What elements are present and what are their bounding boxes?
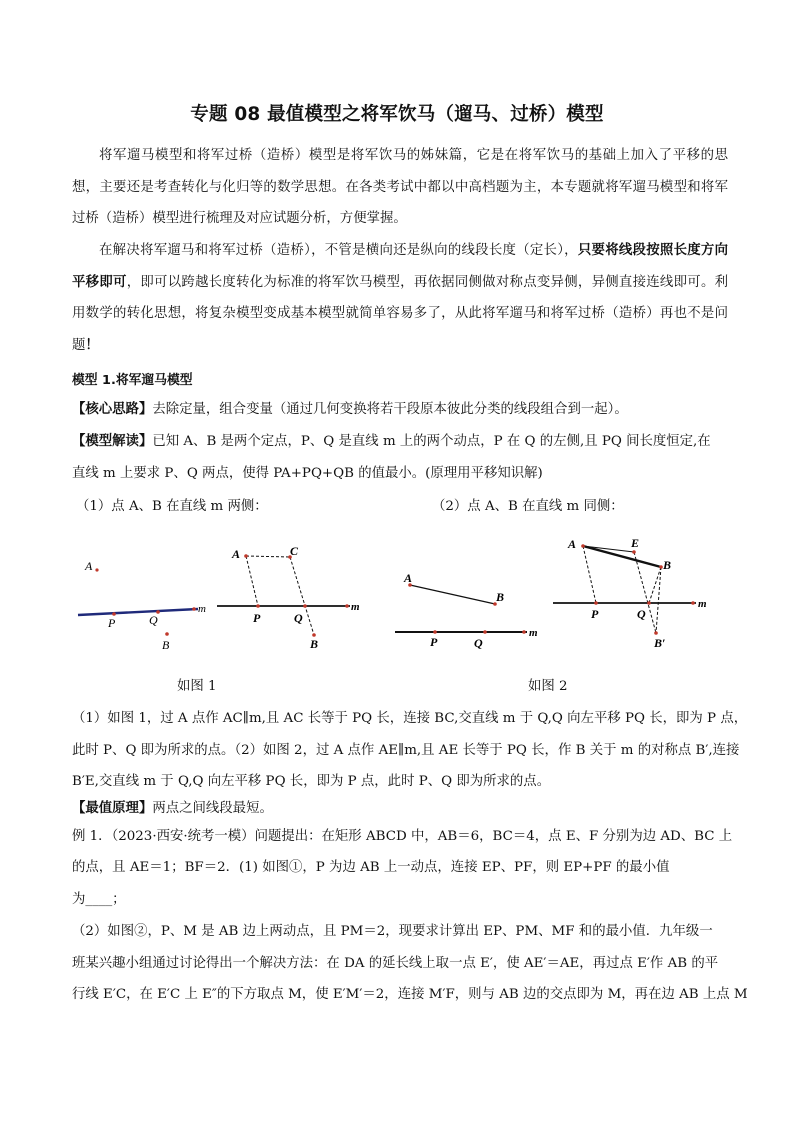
label-Q-f2-left: Q	[474, 636, 483, 650]
label-B-f2-right: B	[663, 558, 672, 572]
point-A-f2-right	[581, 544, 585, 548]
figure-1-caption: 如图 1	[177, 679, 217, 694]
intro-paragraph-1: 将军遛马模型和将军过桥（造桥）模型是将军饮马的姊妹篇，它是在将军饮马的基础上加入了平移的思想，主要还是考查转化与化归等的数学思想。在各类考试中都以中高档题为主，本专题就将军遛马模型和将军过桥（造桥）模型进行梳理及对应试题分析，方便掌握。	[72, 148, 728, 226]
point-Bprime	[654, 631, 658, 635]
model-read-line-2: 直线 m 上要求 P、Q 两点，使得 PA+PQ+QB 的值最小。(原理用平移知识解)	[72, 466, 543, 481]
principle-label: 【最值原理】	[72, 801, 153, 816]
figure-1	[70, 530, 370, 660]
label-B-f2-left: B	[496, 590, 505, 604]
point-Q-right	[303, 604, 307, 608]
point-P-f2-left	[433, 630, 437, 634]
point-P-right	[256, 604, 260, 608]
point-P-f2-right	[594, 601, 598, 605]
figure-2-caption: 如图 2	[528, 679, 568, 694]
segment-AB-thick	[583, 546, 661, 567]
label-A-f2-right: A	[568, 537, 577, 551]
point-m-f2-left	[522, 630, 526, 634]
example1-line-2: 的点，且 AE＝1；BF＝2．(1) 如图①，P 为边 AB 上一动点，连接 EP、PF，则 EP+PF 的最小值	[72, 860, 670, 875]
label-A-right: A	[232, 547, 241, 561]
example1-line-6: 行线 E′C，在 E′C 上 E″的下方取点 M，使 E′M′＝2，连接 M′F，则与 AB 边的交点即为 M，再在边 AB 上点 M	[72, 987, 748, 1002]
point-B-left	[165, 632, 169, 636]
core-idea-line	[72, 398, 628, 417]
label-m-left: m	[198, 603, 206, 615]
intro-paragraph-2	[72, 235, 728, 361]
core-idea-text: 去除定量，组合变量（通过几何变换将若干段原本彼此分类的线段组合到一起）。	[152, 402, 628, 417]
example1-line-5: 班某兴趣小组通过讨论得出一个解决方法：在 DA 的延长线上取一点 E′，使 AE′＝AE，再过点 E′作 AB 的平	[72, 956, 719, 971]
label-Q-right: Q	[294, 611, 303, 625]
label-C: C	[290, 544, 299, 558]
point-Q-f2-right	[647, 601, 651, 605]
point-A-left	[95, 568, 98, 571]
label-A-left: A	[85, 559, 93, 573]
explanation-line-3: B′E,交直线 m 于 Q,Q 向左平移 PQ 长，即为 P 点，此时 P、Q 即为所求的点。	[72, 774, 551, 789]
point-A-right	[244, 554, 248, 558]
label-m-f2-left: m	[529, 627, 538, 639]
label-P-right: P	[253, 611, 261, 625]
label-Bprime: B′	[654, 636, 666, 650]
label-m-right: m	[351, 601, 360, 613]
point-E	[632, 550, 636, 554]
principle-line	[72, 797, 273, 816]
label-P-f2-right: P	[591, 607, 599, 621]
segment-BQ	[649, 567, 661, 603]
label-B-right: B	[310, 637, 319, 651]
intro-p2-text-c: ，即可以跨越长度转化为标准的将军饮马模型，再依据同侧做对称点变异侧，异侧直接连线即可。利用数学的转化思想，将复杂模型变成基本模型就简单容易多了，从此将军遛马和将军过桥（造桥）再也不是问题	[72, 274, 729, 353]
page-title: 专题 08 最值模型之将军饮马（遛马、过桥）模型	[190, 104, 604, 125]
model-read-label: 【模型解读】	[72, 434, 153, 449]
label-m-f2-right: m	[698, 598, 707, 610]
label-A-f2-left: A	[404, 571, 413, 585]
label-Q-f2-right: Q	[637, 607, 646, 621]
figure-2	[390, 530, 720, 660]
case1-label: （1）点 A、B 在直线 m 两侧：	[76, 499, 268, 514]
label-P-f2-left: P	[430, 635, 438, 649]
example1-line-4: （2）如图②，P、M 是 AB 边上两动点，且 PM＝2，现要求计算出 EP、PM、MF 和的最小值．九年级一	[72, 924, 713, 939]
intro-p2-bold: 只要将线段按照长度方向平移即可	[72, 243, 728, 290]
explanation-line-1: （1）如图 1，过 A 点作 AC∥m,且 AC 长等于 PQ 长，连接 BC,交直线 m 于 Q,Q 向左平移 PQ 长，即为 P 点，	[72, 711, 748, 726]
line-m-left	[78, 609, 198, 615]
segment-AP-f2	[583, 546, 596, 603]
model1-heading: 模型 1.将军遛马模型	[72, 373, 193, 388]
example1-line-1: 例 1．（2023·西安·统考一模）问题提出：在矩形 ABCD 中，AB＝6，BC＝4，点 E、F 分别为边 AD、BC 上	[72, 829, 733, 844]
label-Q-left: Q	[149, 613, 158, 627]
intro-p2-text-a: 在解决将军遛马和将军过桥（造桥），不管是横向还是纵向的线段长度（定长），	[99, 243, 578, 258]
label-E: E	[631, 536, 640, 550]
segment-AP	[246, 556, 258, 606]
segment-AC	[246, 556, 290, 557]
intro-p2-bold-end: ！	[85, 337, 99, 353]
point-m-right	[345, 604, 349, 608]
point-m-left	[192, 607, 196, 611]
case2-label: （2）点 A、B 在直线 m 同侧：	[432, 499, 624, 514]
point-m-f2-right	[691, 601, 695, 605]
model-read-line-1	[72, 430, 711, 449]
segment-BBprime	[656, 567, 661, 633]
segment-AB-left	[410, 585, 495, 604]
model-read-text-1: 已知 A、B 是两个定点，P、Q 是直线 m 上的两个动点，P 在 Q 的左侧,且 PQ 间长度恒定,在	[152, 434, 711, 449]
example1-line-3: 为____；	[72, 892, 126, 907]
explanation-line-2: 此时 P、Q 即为所求的点。（2）如图 2，过 A 点作 AE∥m,且 AE 长等于 PQ 长，作 B 关于 m 的对称点 B′,连接	[72, 743, 740, 758]
label-B-left: B	[162, 638, 170, 652]
principle-text: 两点之间线段最短。	[152, 801, 273, 816]
core-idea-label: 【核心思路】	[72, 402, 153, 417]
label-P-left: P	[108, 616, 116, 630]
point-Q-f2-left	[483, 630, 487, 634]
